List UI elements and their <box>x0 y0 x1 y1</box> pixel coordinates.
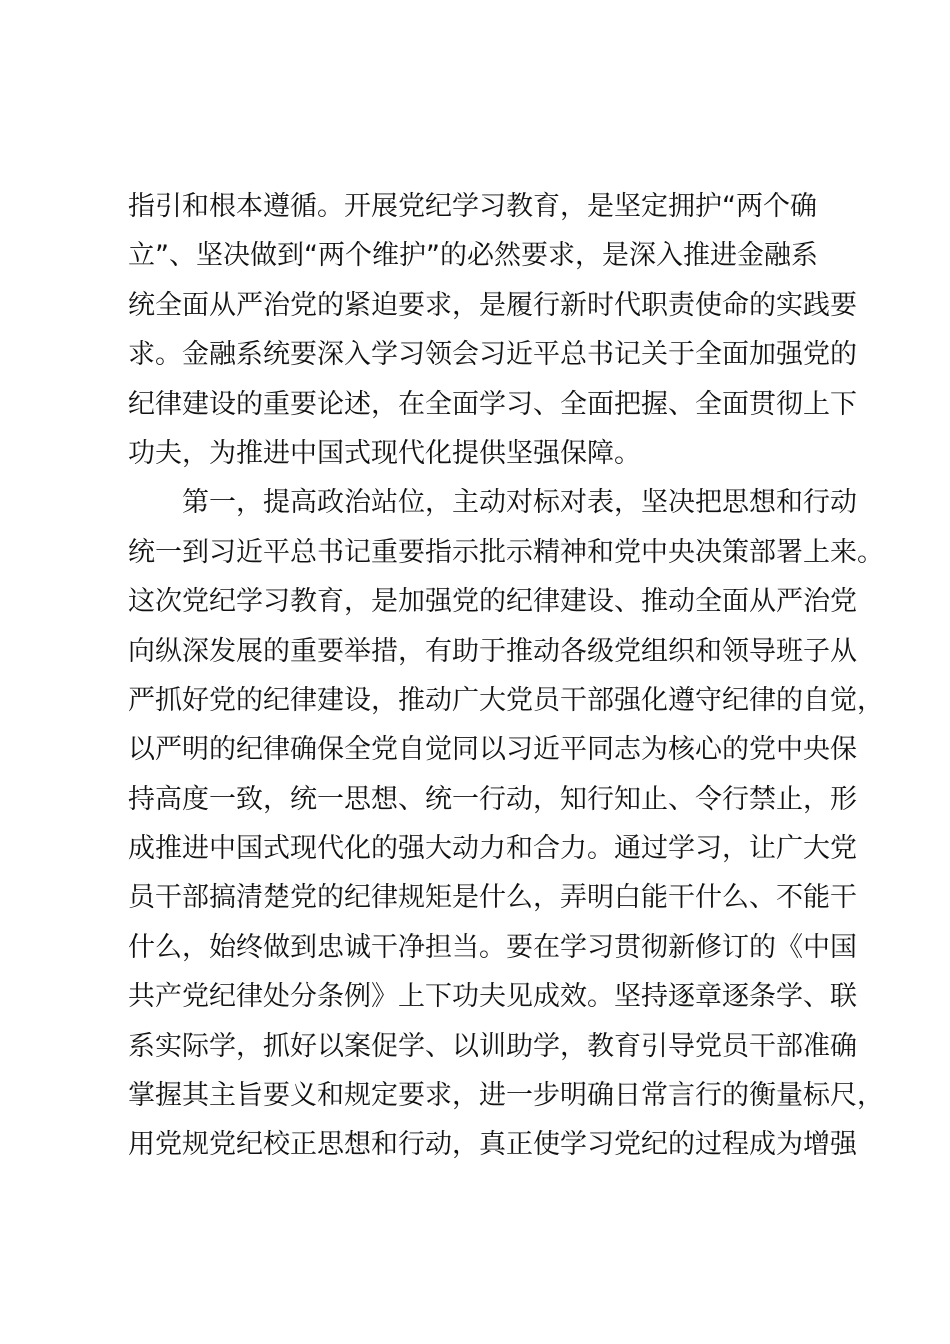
text-line-3: 统全面从严治党的紧迫要求，是履行新时代职责使命的实践要 <box>128 289 857 321</box>
text-line-2: 立”、坚决做到“两个维护”的必然要求，是深入推进金融系 <box>128 240 818 272</box>
text-line-19: 掌握其主旨要义和规定要求，进一步明确日常言行的衡量标尺， <box>128 1080 884 1112</box>
text-line-20: 用党规党纪校正思想和行动，真正使学习党纪的过程成为增强 <box>128 1129 857 1161</box>
text-line-15: 员干部搞清楚党的纪律规矩是什么，弄明白能干什么、不能干 <box>128 882 857 914</box>
text-line-17: 共产党纪律处分条例》上下功夫见成效。坚持逐章逐条学、联 <box>128 981 857 1013</box>
text-line-14: 成推进中国式现代化的强大动力和合力。通过学习，让广大党 <box>128 833 857 865</box>
text-line-13: 持高度一致，统一思想、统一行动，知行知止、令行禁止，形 <box>128 783 857 815</box>
text-line-18: 系实际学，抓好以案促学、以训助学，教育引导党员干部准确 <box>128 1030 857 1062</box>
text-line-11: 严抓好党的纪律建设，推动广大党员干部强化遵守纪律的自觉， <box>128 684 884 716</box>
text-line-5: 纪律建设的重要论述，在全面学习、全面把握、全面贯彻上下 <box>128 388 857 420</box>
text-line-8: 统一到习近平总书记重要指示批示精神和党中央决策部署上来。 <box>128 536 884 568</box>
body-text <box>128 182 884 1170</box>
text-line-6: 功夫，为推进中国式现代化提供坚强保障。 <box>128 437 641 469</box>
text-line-10: 向纵深发展的重要举措，有助于推动各级党组织和领导班子从 <box>128 635 857 667</box>
text-line-1: 指引和根本遵循。开展党纪学习教育，是坚定拥护“两个确 <box>128 191 817 222</box>
text-line-16: 什么，始终做到忠诚干净担当。要在学习贯彻新修订的《中国 <box>128 931 857 963</box>
text-line-9: 这次党纪学习教育，是加强党的纪律建设、推动全面从严治党 <box>128 586 857 618</box>
text-line-7: 第一，提高政治站位，主动对标对表，坚决把思想和行动 <box>128 487 857 519</box>
text-line-12: 以严明的纪律确保全党自觉同以习近平同志为核心的党中央保 <box>128 734 857 766</box>
text-line-4: 求。金融系统要深入学习领会习近平总书记关于全面加强党的 <box>128 339 857 371</box>
